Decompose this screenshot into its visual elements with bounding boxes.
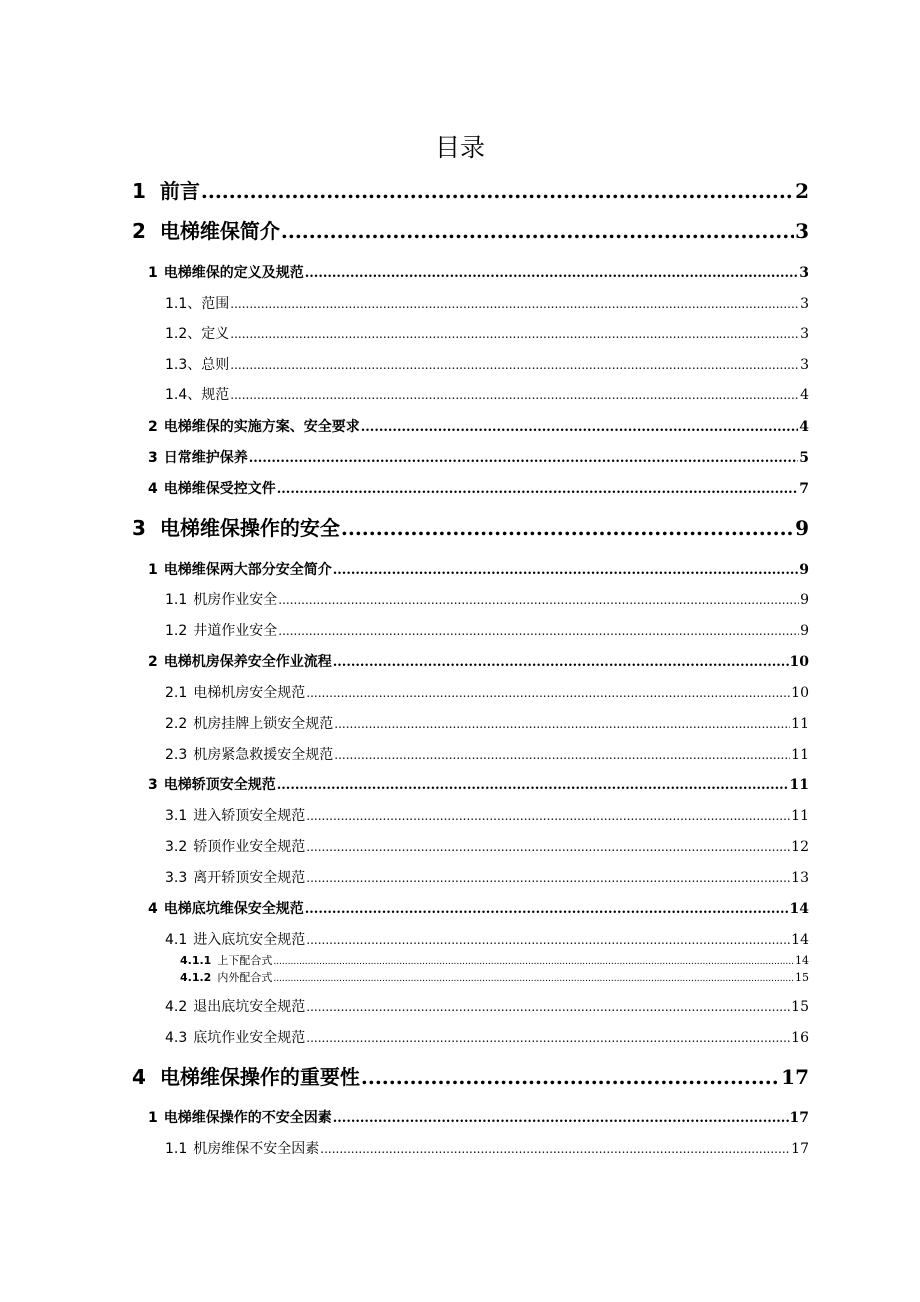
toc-page-number: 13	[791, 870, 809, 886]
toc-page-number: 9	[800, 623, 809, 639]
toc-entry[interactable]	[148, 560, 809, 580]
toc-leader-dots	[334, 714, 790, 734]
toc-label: 日常维护保养	[163, 450, 248, 466]
toc-entry[interactable]	[165, 355, 809, 375]
toc-page-number: 17	[791, 1141, 809, 1157]
toc-number: 1.1、	[165, 296, 202, 312]
toc-page-number: 3	[799, 265, 809, 281]
toc-page-number: 3	[800, 357, 809, 373]
toc-number: 1	[148, 562, 158, 578]
toc-leader-dots	[306, 837, 790, 857]
toc-entry[interactable]	[165, 590, 809, 610]
toc-page-number: 14	[791, 932, 809, 948]
toc-number: 4	[132, 1065, 146, 1089]
toc-leader-dots	[306, 1028, 790, 1048]
toc-entry[interactable]	[165, 385, 809, 405]
toc-leader-dots	[306, 930, 790, 950]
toc-label: 电梯维保简介	[159, 219, 280, 243]
toc-number: 4.3	[165, 1030, 188, 1046]
toc-entry[interactable]	[132, 177, 809, 205]
toc-entry[interactable]	[132, 217, 809, 245]
toc-label: 电梯维保受控文件	[163, 481, 276, 497]
toc-label: 电梯维保操作的不安全因素	[163, 1110, 332, 1126]
toc-number: 1.2	[165, 623, 188, 639]
toc-page-number: 11	[789, 777, 809, 793]
toc-leader-dots	[230, 385, 799, 405]
toc-label: 进入底坑安全规范	[193, 932, 306, 948]
toc-leader-dots	[361, 418, 799, 438]
toc-label: 电梯维保操作的安全	[159, 516, 340, 540]
toc-page-number: 4	[799, 419, 809, 435]
toc-entry[interactable]	[148, 652, 809, 672]
toc-entry[interactable]	[165, 1139, 809, 1159]
toc-entry[interactable]	[165, 1028, 809, 1048]
toc-label: 轿顶作业安全规范	[193, 839, 306, 855]
toc-page-number: 11	[791, 716, 809, 732]
toc-label: 机房作业安全	[193, 592, 278, 608]
toc-label: 退出底坑安全规范	[193, 999, 306, 1015]
toc-page-number: 9	[800, 592, 809, 608]
toc-label: 内外配合式	[217, 971, 273, 984]
toc-number: 2	[132, 219, 146, 243]
toc-page-number: 9	[799, 562, 809, 578]
toc-leader-dots	[306, 806, 790, 826]
toc-page-number: 15	[791, 999, 809, 1015]
toc-label: 范围	[201, 296, 230, 312]
toc-label: 规范	[201, 387, 230, 403]
toc-label: 离开轿顶安全规范	[193, 870, 306, 886]
toc-leader-dots	[305, 900, 789, 920]
toc-label: 机房挂牌上锁安全规范	[193, 716, 334, 732]
toc-page-number: 16	[791, 1030, 809, 1046]
toc-page-number: 9	[795, 516, 809, 540]
toc-entry[interactable]	[165, 868, 809, 888]
toc-page-number: 3	[800, 326, 809, 342]
toc-number: 1.3、	[165, 357, 202, 373]
toc-page-number: 5	[799, 450, 809, 466]
toc-leader-dots	[278, 590, 799, 610]
toc-page-number: 14	[795, 954, 809, 967]
toc-number: 3.3	[165, 870, 188, 886]
toc-number: 2.3	[165, 747, 188, 763]
toc-number: 1.2、	[165, 326, 202, 342]
toc-label: 上下配合式	[217, 954, 273, 967]
toc-label: 电梯机房保养安全作业流程	[163, 654, 332, 670]
toc-label: 机房紧急救援安全规范	[193, 747, 334, 763]
toc-entry[interactable]	[165, 930, 809, 950]
toc-page-number: 17	[781, 1065, 809, 1089]
toc-leader-dots	[278, 621, 799, 641]
toc-entry[interactable]	[148, 775, 809, 795]
toc-entry[interactable]	[148, 263, 809, 283]
toc-number: 1.1	[165, 592, 188, 608]
toc-number: 3	[148, 777, 158, 793]
toc-number: 2.2	[165, 716, 188, 732]
toc-leader-dots	[334, 745, 790, 765]
toc-page-number: 17	[789, 1110, 809, 1126]
toc-leader-dots	[333, 561, 799, 581]
toc-label: 定义	[201, 326, 230, 342]
toc-number: 4	[148, 481, 158, 497]
toc-number: 1	[148, 1110, 158, 1126]
toc-label: 前言	[159, 179, 200, 203]
toc-number: 3.1	[165, 808, 188, 824]
toc-label: 井道作业安全	[193, 623, 278, 639]
toc-number: 2.1	[165, 685, 188, 701]
toc-label: 电梯维保的实施方案、安全要求	[163, 419, 360, 435]
toc-leader-dots	[333, 1109, 789, 1129]
toc-label: 电梯轿顶安全规范	[163, 777, 276, 793]
toc-page-number: 14	[789, 901, 809, 917]
toc-number: 4.1	[165, 932, 188, 948]
toc-leader-dots	[306, 868, 790, 888]
toc-leader-dots	[306, 997, 790, 1017]
toc-entry[interactable]	[165, 997, 809, 1017]
toc-label: 电梯机房安全规范	[193, 685, 306, 701]
toc-leader-dots	[230, 294, 799, 314]
toc-page-number: 10	[791, 685, 809, 701]
toc-leader-dots	[306, 683, 790, 703]
toc-entry[interactable]	[165, 745, 809, 765]
toc-number: 4.1.2	[180, 971, 212, 984]
toc-label: 底坑作业安全规范	[193, 1030, 306, 1046]
toc-entry[interactable]	[180, 954, 809, 968]
toc-entry[interactable]	[148, 899, 809, 919]
toc-leader-dots	[277, 480, 799, 500]
toc-leader-dots	[273, 955, 794, 969]
toc-number: 4.1.1	[180, 954, 212, 967]
toc-entry[interactable]	[132, 1063, 809, 1091]
toc-entry[interactable]	[148, 448, 809, 468]
toc-number: 3.2	[165, 839, 188, 855]
toc-label: 电梯维保的定义及规范	[163, 265, 304, 281]
toc-page-number: 11	[791, 747, 809, 763]
toc-leader-dots	[230, 355, 799, 375]
toc-leader-dots	[320, 1139, 790, 1159]
toc-entry[interactable]	[180, 971, 809, 985]
toc-leader-dots	[341, 514, 794, 542]
toc-entry[interactable]	[148, 479, 809, 499]
toc-entry[interactable]	[165, 324, 809, 344]
toc-number: 1	[132, 179, 146, 203]
toc-label: 总则	[201, 357, 230, 373]
toc-page-number: 12	[791, 839, 809, 855]
toc-label: 机房维保不安全因素	[193, 1141, 320, 1157]
toc-label: 电梯维保两大部分安全简介	[163, 562, 332, 578]
toc-page-number: 10	[789, 654, 809, 670]
toc-number: 2	[148, 419, 158, 435]
toc-number: 4	[148, 901, 158, 917]
toc-leader-dots	[361, 1063, 780, 1091]
toc-entry[interactable]	[165, 837, 809, 857]
toc-entry[interactable]	[165, 714, 809, 734]
toc-number: 4.2	[165, 999, 188, 1015]
toc-page-number: 7	[799, 481, 809, 497]
toc-number: 1.1	[165, 1141, 188, 1157]
toc-leader-dots	[305, 264, 799, 284]
toc-number: 1	[148, 265, 158, 281]
toc-label: 进入轿顶安全规范	[193, 808, 306, 824]
toc-leader-dots	[281, 217, 794, 245]
toc-number: 3	[148, 450, 158, 466]
toc-leader-dots	[230, 324, 799, 344]
toc-number: 3	[132, 516, 146, 540]
toc-leader-dots	[201, 177, 794, 205]
toc-number: 2	[148, 654, 158, 670]
toc-title: 目录	[434, 133, 485, 162]
toc-entry[interactable]	[165, 294, 809, 314]
toc-entry[interactable]	[165, 806, 809, 826]
toc-page-number: 4	[800, 387, 809, 403]
toc-page-number: 11	[791, 808, 809, 824]
toc-leader-dots	[273, 972, 794, 986]
toc-leader-dots	[333, 653, 789, 673]
toc-page-number: 3	[800, 296, 809, 312]
toc-entry[interactable]	[148, 417, 809, 437]
toc-page-number: 3	[795, 219, 809, 243]
toc-page-number: 15	[795, 971, 809, 984]
toc-entry[interactable]	[132, 514, 809, 542]
toc-entry[interactable]	[165, 621, 809, 641]
toc-entry[interactable]	[148, 1108, 809, 1128]
toc-number: 1.4、	[165, 387, 202, 403]
toc-leader-dots	[249, 449, 799, 469]
toc-label: 电梯底坑维保安全规范	[163, 901, 304, 917]
toc-page-number: 2	[795, 179, 809, 203]
toc-entry[interactable]	[165, 683, 809, 703]
toc-leader-dots	[277, 776, 789, 796]
toc-label: 电梯维保操作的重要性	[159, 1065, 360, 1089]
